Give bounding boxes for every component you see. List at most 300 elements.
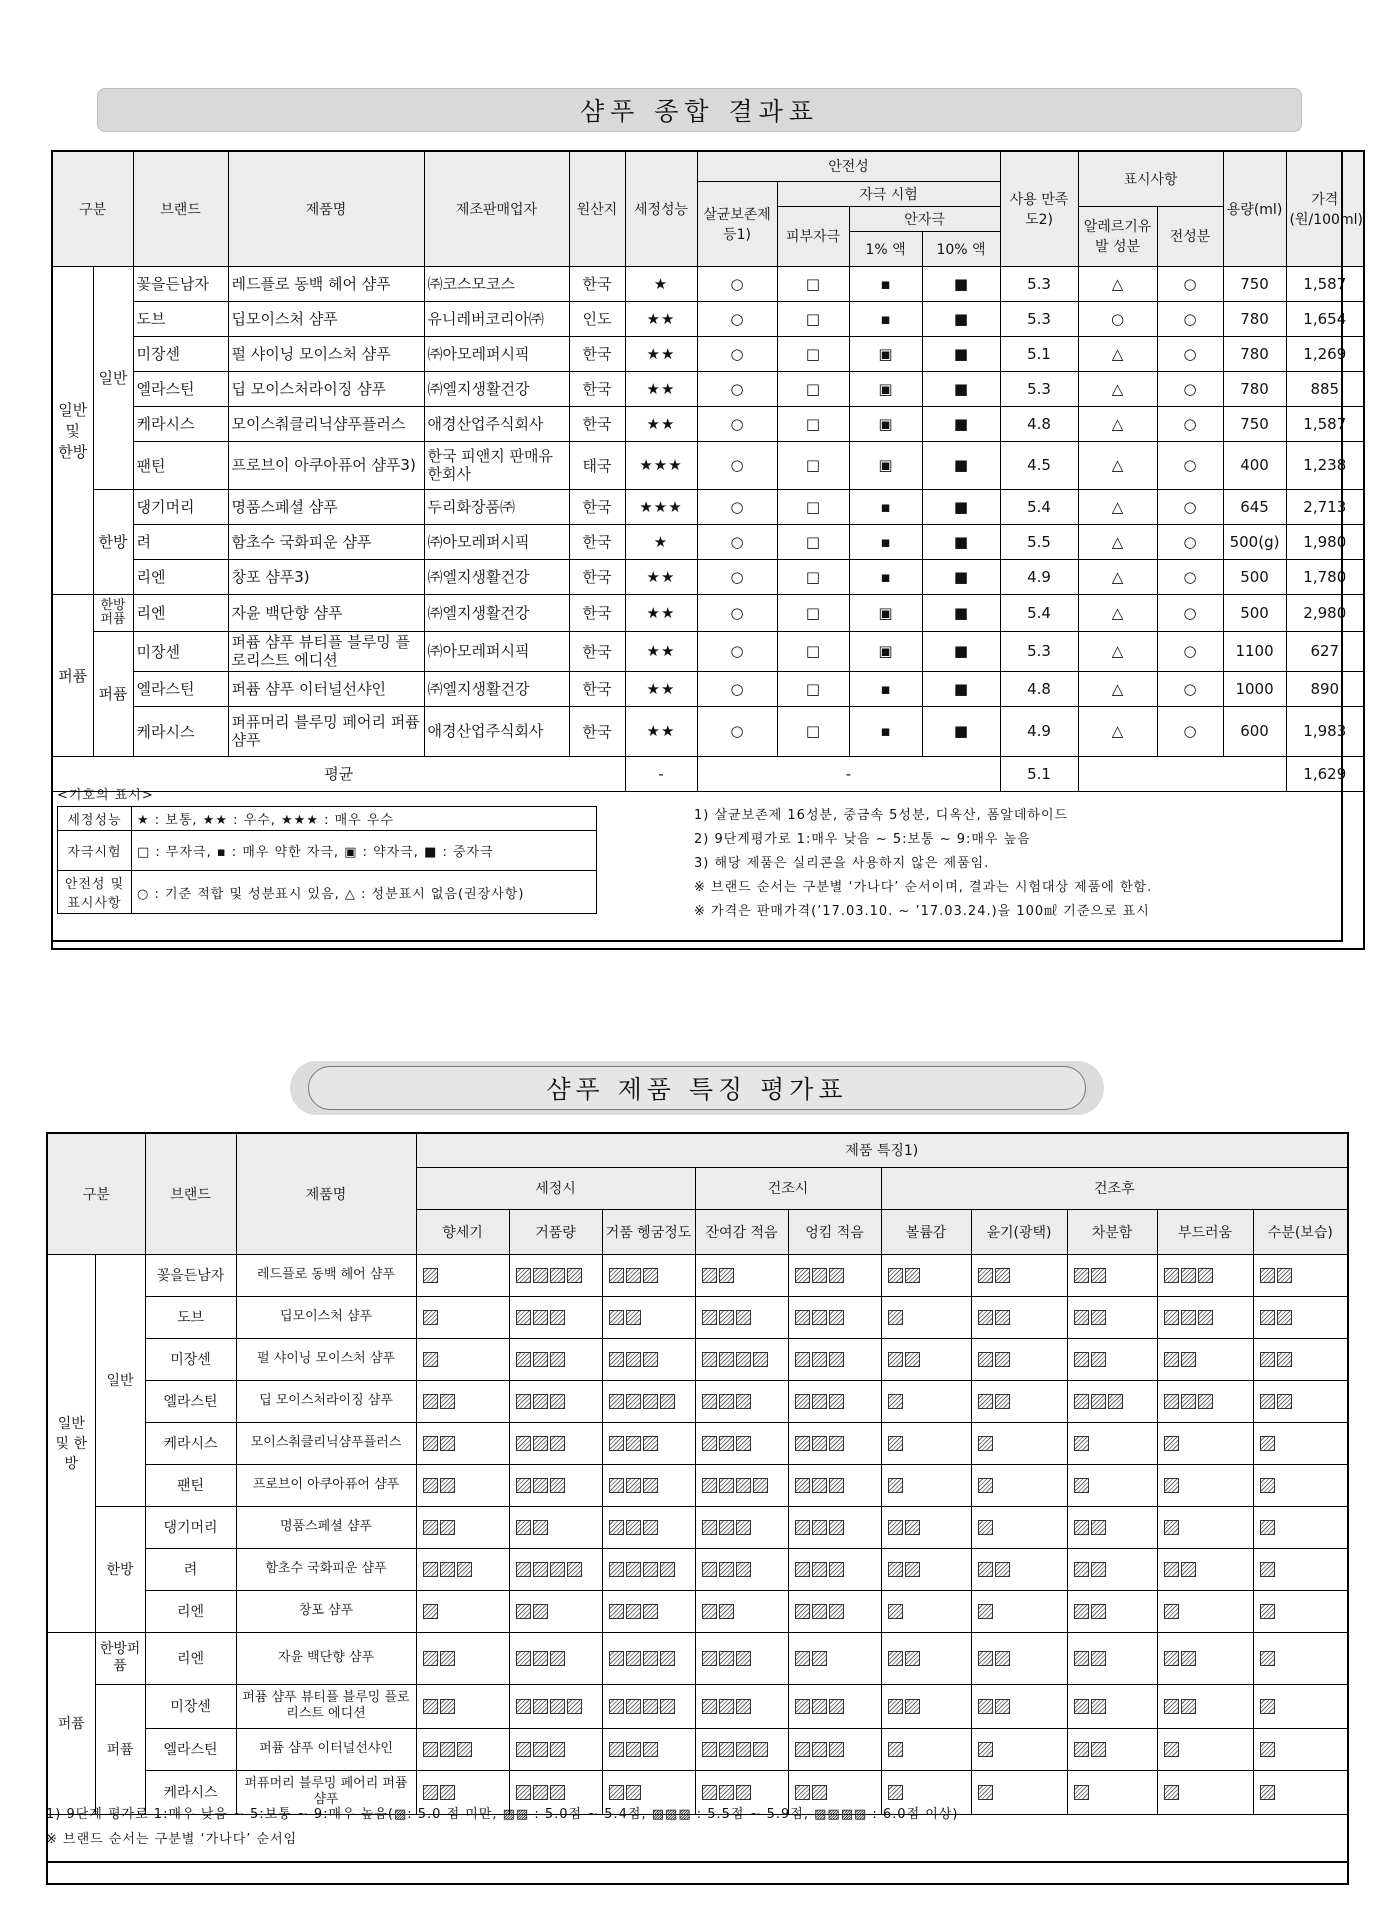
- rating-square-icon: [978, 1310, 993, 1325]
- cell-brand: 케라시스: [133, 406, 228, 441]
- rating-square-icon: [533, 1352, 548, 1367]
- cell-maker: ㈜엘지생활건강: [424, 594, 569, 631]
- rating-cell: [1067, 1464, 1157, 1506]
- rating-square-icon: [888, 1436, 903, 1451]
- cell-brand: 케라시스: [145, 1770, 236, 1814]
- rating-square-icon: [609, 1604, 624, 1619]
- rating-square-icon: [423, 1562, 438, 1577]
- cell-skin: □: [777, 406, 849, 441]
- rating-square-icon: [1164, 1604, 1179, 1619]
- cell-satisfaction: 5.4: [1000, 594, 1078, 631]
- cell-volume: 780: [1223, 371, 1286, 406]
- rating-square-icon: [609, 1651, 624, 1666]
- rating-cell: [1253, 1254, 1348, 1296]
- cell-allingr: ○: [1157, 594, 1223, 631]
- average-row: [52, 756, 1364, 791]
- cell-price: 1,269: [1286, 336, 1364, 371]
- rating-square-icon: [753, 1742, 768, 1757]
- cell-product: 함초수 국화피운 샴푸: [228, 524, 424, 559]
- rating-square-icon: [995, 1394, 1010, 1409]
- rating-square-icon: [567, 1562, 582, 1577]
- hdr-skin: 피부자극: [777, 206, 849, 266]
- rating-square-icon: [1091, 1268, 1106, 1283]
- rating-cell: [602, 1506, 695, 1548]
- cell-cleaning: ★★★: [625, 441, 697, 489]
- rating-square-icon: [1181, 1310, 1196, 1325]
- cell-allergen: △: [1078, 266, 1157, 301]
- rating-square-icon: [888, 1742, 903, 1757]
- rating-cell: [1253, 1632, 1348, 1684]
- cell-price: 627: [1286, 631, 1364, 671]
- rating-square-icon: [702, 1742, 717, 1757]
- rating-cell: [788, 1296, 881, 1338]
- rating-square-icon: [440, 1520, 455, 1535]
- cell-maker: ㈜아모레퍼시픽: [424, 524, 569, 559]
- cell-brand: 미장센: [133, 336, 228, 371]
- cell-allergen: △: [1078, 524, 1157, 559]
- hdr-c3: 거품 헹굼정도: [602, 1209, 695, 1254]
- rating-square-icon: [516, 1268, 531, 1283]
- hdr-satisfaction: 사용 만족도2): [1000, 151, 1078, 266]
- group-general-herbal: 일반 및 한방: [52, 266, 93, 594]
- cell-cleaning: ★★★: [625, 489, 697, 524]
- rating-square-icon: [1074, 1785, 1089, 1800]
- rating-cell: [1067, 1770, 1157, 1814]
- rating-square-icon: [626, 1436, 641, 1451]
- rating-square-icon: [423, 1699, 438, 1714]
- table-row: [47, 1590, 1348, 1632]
- cell-product: 자윤 백단향 샴푸: [228, 594, 424, 631]
- cell-origin: 인도: [569, 301, 625, 336]
- rating-square-icon: [702, 1352, 717, 1367]
- legend-value: □ : 무자극, ▪ : 매우 약한 자극, ▣ : 약자극, ■ : 중자극: [132, 831, 597, 871]
- rating-square-icon: [550, 1699, 565, 1714]
- cell-maker: 애경산업주식회사: [424, 706, 569, 756]
- rating-square-icon: [995, 1310, 1010, 1325]
- rating-square-icon: [609, 1562, 624, 1577]
- hdr-gubun: 구분: [52, 151, 133, 266]
- rating-square-icon: [643, 1651, 658, 1666]
- rating-square-icon: [702, 1785, 717, 1800]
- rating-square-icon: [719, 1478, 734, 1493]
- rating-cell: [416, 1728, 509, 1770]
- rating-square-icon: [719, 1310, 734, 1325]
- cell-eye1: ▪: [849, 489, 922, 524]
- rating-square-icon: [643, 1352, 658, 1367]
- rating-square-icon: [423, 1785, 438, 1800]
- hdr-c9: 부드러움: [1157, 1209, 1253, 1254]
- rating-square-icon: [1260, 1562, 1275, 1577]
- cell-product: 펄 샤이닝 모이스처 샴푸: [228, 336, 424, 371]
- rating-square-icon: [719, 1651, 734, 1666]
- rating-square-icon: [1091, 1562, 1106, 1577]
- cell-eye10: ■: [922, 266, 1000, 301]
- cell-origin: 한국: [569, 631, 625, 671]
- cell-eye10: ■: [922, 706, 1000, 756]
- hdr-eye: 안자극: [849, 206, 1000, 231]
- rating-square-icon: [1198, 1268, 1213, 1283]
- cell-skin: □: [777, 524, 849, 559]
- rating-square-icon: [516, 1742, 531, 1757]
- rating-square-icon: [626, 1562, 641, 1577]
- rating-cell: [695, 1590, 788, 1632]
- cell-allergen: △: [1078, 631, 1157, 671]
- cell-volume: 500(g): [1223, 524, 1286, 559]
- hdr-allingr: 전성분: [1157, 206, 1223, 266]
- footnotes: [694, 804, 1152, 924]
- rating-square-icon: [1181, 1268, 1196, 1283]
- rating-square-icon: [1198, 1394, 1213, 1409]
- cell-eye10: ■: [922, 671, 1000, 706]
- cell-maker: 애경산업주식회사: [424, 406, 569, 441]
- rating-cell: [881, 1590, 971, 1632]
- rating-cell: [1253, 1380, 1348, 1422]
- cell-brand: 엘라스틴: [145, 1728, 236, 1770]
- rating-square-icon: [643, 1394, 658, 1409]
- rating-cell: [509, 1728, 602, 1770]
- rating-square-icon: [905, 1268, 920, 1283]
- cell-satisfaction: 4.9: [1000, 559, 1078, 594]
- cell-brand: 팬틴: [133, 441, 228, 489]
- rating-square-icon: [829, 1310, 844, 1325]
- rating-square-icon: [609, 1478, 624, 1493]
- rating-square-icon: [516, 1310, 531, 1325]
- rating-square-icon: [1091, 1651, 1106, 1666]
- rating-cell: [881, 1684, 971, 1728]
- rating-square-icon: [812, 1520, 827, 1535]
- table-row: [52, 594, 1364, 631]
- cell-cleaning: ★: [625, 524, 697, 559]
- rating-square-icon: [660, 1699, 675, 1714]
- rating-square-icon: [812, 1478, 827, 1493]
- cell-skin: □: [777, 371, 849, 406]
- rating-cell: [1067, 1254, 1157, 1296]
- cell-allingr: ○: [1157, 371, 1223, 406]
- rating-square-icon: [702, 1699, 717, 1714]
- cell-price: 2,713: [1286, 489, 1364, 524]
- rating-square-icon: [719, 1785, 734, 1800]
- rating-square-icon: [795, 1520, 810, 1535]
- rating-square-icon: [440, 1436, 455, 1451]
- cell-skin: □: [777, 671, 849, 706]
- rating-cell: [788, 1506, 881, 1548]
- rating-cell: [1253, 1296, 1348, 1338]
- rating-cell: [881, 1338, 971, 1380]
- table-row: [52, 266, 1364, 301]
- table-row: [52, 441, 1364, 489]
- rating-square-icon: [660, 1394, 675, 1409]
- rating-square-icon: [550, 1268, 565, 1283]
- cell-eye10: ■: [922, 524, 1000, 559]
- rating-square-icon: [609, 1436, 624, 1451]
- rating-cell: [881, 1728, 971, 1770]
- cell-allergen: △: [1078, 489, 1157, 524]
- subgroup-general: 일반: [95, 1254, 145, 1506]
- footnote: 1) 살균보존제 16성분, 중금속 5성분, 디옥산, 폼알데하이드: [694, 808, 1069, 823]
- rating-square-icon: [643, 1436, 658, 1451]
- cell-preservative: ○: [697, 594, 777, 631]
- rating-cell: [971, 1380, 1067, 1422]
- rating-square-icon: [626, 1478, 641, 1493]
- rating-square-icon: [1260, 1394, 1275, 1409]
- cell-preservative: ○: [697, 406, 777, 441]
- rating-square-icon: [550, 1436, 565, 1451]
- cell-maker: 한국 피앤지 판매유한회사: [424, 441, 569, 489]
- table-row: [47, 1422, 1348, 1464]
- rating-cell: [509, 1380, 602, 1422]
- rating-cell: [1157, 1254, 1253, 1296]
- cell-product: 창포 샴푸: [236, 1590, 416, 1632]
- rating-square-icon: [609, 1699, 624, 1714]
- rating-cell: [416, 1506, 509, 1548]
- cell-product: 명품스페셜 샴푸: [236, 1506, 416, 1548]
- rating-cell: [416, 1422, 509, 1464]
- rating-cell: [1157, 1380, 1253, 1422]
- rating-cell: [971, 1770, 1067, 1814]
- rating-cell: [416, 1684, 509, 1728]
- rating-square-icon: [626, 1604, 641, 1619]
- rating-square-icon: [702, 1268, 717, 1283]
- hdr-eye1: 1% 액: [849, 231, 922, 266]
- cell-product: 레드플로 동백 헤어 샴푸: [236, 1254, 416, 1296]
- rating-square-icon: [795, 1604, 810, 1619]
- rating-square-icon: [812, 1604, 827, 1619]
- rating-cell: [695, 1422, 788, 1464]
- cell-satisfaction: 5.1: [1000, 336, 1078, 371]
- rating-square-icon: [423, 1436, 438, 1451]
- cell-allergen: △: [1078, 706, 1157, 756]
- rating-cell: [695, 1296, 788, 1338]
- subgroup-general: 일반: [93, 266, 133, 489]
- rating-square-icon: [736, 1310, 751, 1325]
- rating-square-icon: [978, 1562, 993, 1577]
- cell-eye1: ▪: [849, 559, 922, 594]
- rating-square-icon: [626, 1352, 641, 1367]
- rating-square-icon: [995, 1651, 1010, 1666]
- legend-title: <기호의 표시>: [57, 788, 154, 803]
- rating-square-icon: [626, 1742, 641, 1757]
- rating-square-icon: [888, 1520, 903, 1535]
- rating-cell: [695, 1338, 788, 1380]
- rating-square-icon: [719, 1436, 734, 1451]
- cell-allingr: ○: [1157, 406, 1223, 441]
- cell-allingr: ○: [1157, 524, 1223, 559]
- footnote: ※ 가격은 판매가격(’17.03.10. ~ ’17.03.24.)을 100㎖ 기준으로 표시: [694, 904, 1150, 919]
- cell-cleaning: ★★: [625, 671, 697, 706]
- rating-cell: [695, 1548, 788, 1590]
- rating-square-icon: [1181, 1352, 1196, 1367]
- rating-square-icon: [516, 1520, 531, 1535]
- rating-square-icon: [567, 1268, 582, 1283]
- rating-square-icon: [978, 1785, 993, 1800]
- rating-square-icon: [829, 1478, 844, 1493]
- table-row: [47, 1506, 1348, 1548]
- rating-cell: [509, 1422, 602, 1464]
- rating-square-icon: [719, 1604, 734, 1619]
- cell-product: 퍼퓸 샴푸 뷰티플 블루밍 플로리스트 에디션: [228, 631, 424, 671]
- rating-square-icon: [888, 1604, 903, 1619]
- cell-skin: □: [777, 594, 849, 631]
- cell-volume: 500: [1223, 594, 1286, 631]
- rating-cell: [971, 1684, 1067, 1728]
- cell-brand: 엘라스틴: [145, 1380, 236, 1422]
- rating-square-icon: [888, 1394, 903, 1409]
- rating-cell: [695, 1380, 788, 1422]
- rating-square-icon: [533, 1785, 548, 1800]
- rating-square-icon: [1091, 1520, 1106, 1535]
- rating-square-icon: [1260, 1268, 1275, 1283]
- rating-square-icon: [978, 1520, 993, 1535]
- rating-square-icon: [643, 1478, 658, 1493]
- rating-cell: [788, 1632, 881, 1684]
- cell-origin: 한국: [569, 336, 625, 371]
- hdr-after: 건조후: [881, 1167, 1348, 1209]
- rating-cell: [1253, 1422, 1348, 1464]
- rating-square-icon: [626, 1394, 641, 1409]
- rating-square-icon: [626, 1651, 641, 1666]
- rating-square-icon: [1260, 1352, 1275, 1367]
- rating-square-icon: [423, 1651, 438, 1666]
- rating-square-icon: [626, 1520, 641, 1535]
- hdr-origin: 원산지: [569, 151, 625, 266]
- cell-allingr: ○: [1157, 301, 1223, 336]
- rating-square-icon: [440, 1651, 455, 1666]
- rating-square-icon: [423, 1742, 438, 1757]
- cell-maker: ㈜엘지생활건강: [424, 671, 569, 706]
- rating-cell: [695, 1684, 788, 1728]
- rating-square-icon: [1074, 1478, 1089, 1493]
- rating-square-icon: [1108, 1394, 1123, 1409]
- cell-skin: □: [777, 631, 849, 671]
- rating-square-icon: [643, 1562, 658, 1577]
- rating-square-icon: [1074, 1651, 1089, 1666]
- cell-volume: 1000: [1223, 671, 1286, 706]
- cell-price: 2,980: [1286, 594, 1364, 631]
- footnote: 3) 해당 제품은 실리콘을 사용하지 않은 제품임.: [694, 856, 990, 871]
- rating-cell: [971, 1254, 1067, 1296]
- rating-square-icon: [533, 1478, 548, 1493]
- rating-square-icon: [550, 1562, 565, 1577]
- rating-cell: [509, 1548, 602, 1590]
- hdr-allergen: 알레르기유발 성분: [1078, 206, 1157, 266]
- table-row: [47, 1296, 1348, 1338]
- hdr-c5: 엉킴 적음: [788, 1209, 881, 1254]
- table-row: [52, 706, 1364, 756]
- rating-cell: [695, 1728, 788, 1770]
- rating-square-icon: [995, 1352, 1010, 1367]
- table-row: [52, 489, 1364, 524]
- rating-cell: [416, 1254, 509, 1296]
- rating-square-icon: [795, 1436, 810, 1451]
- hdr-price: 가격(원/100ml): [1286, 151, 1364, 266]
- rating-square-icon: [1091, 1310, 1106, 1325]
- avg-label: 평균: [52, 756, 625, 791]
- rating-square-icon: [829, 1394, 844, 1409]
- footnote: 2) 9단계평가로 1:매우 낮음 ~ 5:보통 ~ 9:매우 높음: [694, 832, 1031, 847]
- hdr-safety: 안전성: [697, 151, 1000, 181]
- cell-volume: 750: [1223, 266, 1286, 301]
- legend-key: 안전성 및 표시사항: [58, 871, 132, 914]
- rating-cell: [881, 1380, 971, 1422]
- rating-square-icon: [1277, 1310, 1292, 1325]
- rating-cell: [602, 1296, 695, 1338]
- rating-cell: [788, 1338, 881, 1380]
- rating-square-icon: [719, 1562, 734, 1577]
- rating-square-icon: [1277, 1352, 1292, 1367]
- cell-price: 1,238: [1286, 441, 1364, 489]
- rating-square-icon: [888, 1562, 903, 1577]
- rating-cell: [509, 1254, 602, 1296]
- rating-cell: [1067, 1422, 1157, 1464]
- cell-eye10: ■: [922, 559, 1000, 594]
- cell-product: 명품스페셜 샴푸: [228, 489, 424, 524]
- cell-allingr: ○: [1157, 441, 1223, 489]
- rating-square-icon: [1164, 1436, 1179, 1451]
- cell-origin: 한국: [569, 371, 625, 406]
- rating-square-icon: [516, 1436, 531, 1451]
- cell-brand: 려: [133, 524, 228, 559]
- subgroup-herbal: 한방: [93, 489, 133, 594]
- cell-origin: 한국: [569, 406, 625, 441]
- cell-product: 프로브이 아쿠아퓨어 샴푸3): [228, 441, 424, 489]
- group-perfume: 퍼퓸: [47, 1632, 95, 1814]
- cell-eye1: ▣: [849, 336, 922, 371]
- hdr-c4: 잔여감 적음: [695, 1209, 788, 1254]
- rating-square-icon: [660, 1651, 675, 1666]
- rating-square-icon: [888, 1352, 903, 1367]
- cell-allergen: △: [1078, 594, 1157, 631]
- cell-origin: 한국: [569, 524, 625, 559]
- cell-satisfaction: 4.8: [1000, 406, 1078, 441]
- rating-square-icon: [736, 1742, 751, 1757]
- avg-blank: [1078, 756, 1286, 791]
- rating-square-icon: [1181, 1562, 1196, 1577]
- rating-square-icon: [719, 1742, 734, 1757]
- rating-square-icon: [1260, 1651, 1275, 1666]
- rating-cell: [1067, 1684, 1157, 1728]
- rating-square-icon: [643, 1742, 658, 1757]
- rating-square-icon: [1091, 1742, 1106, 1757]
- rating-cell: [881, 1548, 971, 1590]
- rating-cell: [509, 1632, 602, 1684]
- rating-square-icon: [978, 1699, 993, 1714]
- rating-cell: [1253, 1464, 1348, 1506]
- rating-cell: [1067, 1548, 1157, 1590]
- rating-square-icon: [1164, 1699, 1179, 1714]
- rating-cell: [509, 1296, 602, 1338]
- rating-square-icon: [550, 1742, 565, 1757]
- rating-cell: [1157, 1422, 1253, 1464]
- rating-cell: [971, 1590, 1067, 1632]
- cell-skin: □: [777, 336, 849, 371]
- rating-square-icon: [888, 1310, 903, 1325]
- subgroup-herbal: 한방: [95, 1506, 145, 1632]
- cell-product: 퍼퓸 샴푸 뷰티플 블루밍 플로리스트 에디션: [236, 1684, 416, 1728]
- hdr-features: 제품 특징1): [416, 1133, 1348, 1167]
- rating-cell: [971, 1728, 1067, 1770]
- cell-maker: ㈜코스모코스: [424, 266, 569, 301]
- rating-square-icon: [533, 1651, 548, 1666]
- cell-preservative: ○: [697, 706, 777, 756]
- cell-product: 프로브이 아쿠아퓨어 샴푸: [236, 1464, 416, 1506]
- rating-square-icon: [795, 1268, 810, 1283]
- cell-origin: 태국: [569, 441, 625, 489]
- rating-square-icon: [643, 1268, 658, 1283]
- rating-cell: [1253, 1548, 1348, 1590]
- cell-satisfaction: 5.3: [1000, 301, 1078, 336]
- legend-key: 세정성능: [58, 807, 132, 831]
- rating-square-icon: [609, 1394, 624, 1409]
